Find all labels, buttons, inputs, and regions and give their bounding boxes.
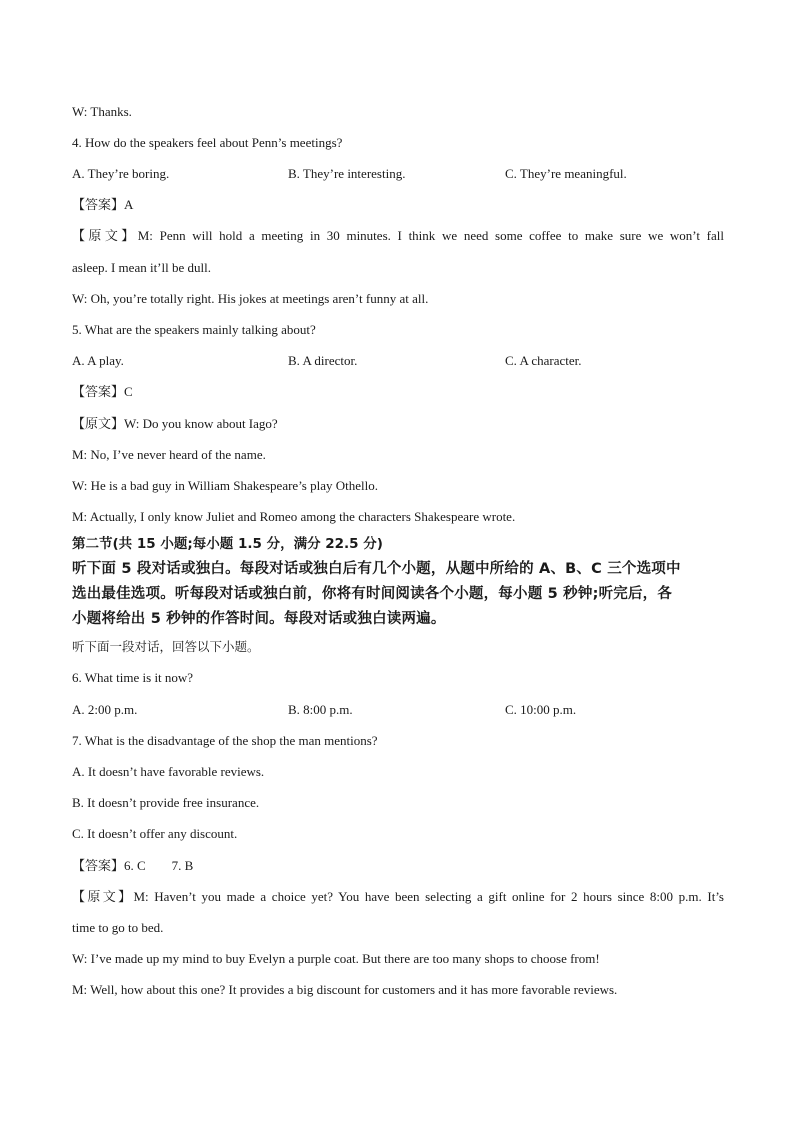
- section-instructions: 选出最佳选项。听每段对话或独白前，你将有时间阅读各个小题，每小题 5 秒钟;听完后，各: [72, 586, 673, 602]
- q5-script-line: M: No, I’ve never heard of the name.: [72, 447, 266, 462]
- question-6: 6. What time is it now?: [72, 670, 194, 685]
- q7-script-line: W: I’ve made up my mind to buy Evelyn a purple coat. But there are too many shops to choose from!: [72, 951, 600, 966]
- q5-script-line: 【原文】W: Do you know about Iago?: [72, 416, 278, 431]
- sub-instruction: 听下面一段对话，回答以下小题。: [72, 639, 260, 654]
- q7-script-line: 【原文】M: Haven’t you made a choice yet? You have been selecting a gift online for 2 hours since 8:00 p.m. It’s: [72, 889, 724, 904]
- q4-script-line: W: Oh, you’re totally right. His jokes at meetings aren’t funny at all.: [72, 291, 429, 306]
- section-instructions: 小题将给出 5 秒钟的作答时间。每段对话或独白读两遍。: [72, 611, 446, 627]
- q5-option-a: A. A play.: [72, 353, 124, 368]
- document-page: [72, 0, 724, 1123]
- q5-option-c: C. A character.: [505, 353, 582, 368]
- q6-option-b: B. 8:00 p.m.: [288, 702, 353, 717]
- q7-option-a: A. It doesn’t have favorable reviews.: [72, 764, 265, 779]
- q7-script-line: M: Well, how about this one? It provides a big discount for customers and it has more favorable reviews.: [72, 982, 618, 997]
- q7-option-c: C. It doesn’t offer any discount.: [72, 826, 238, 841]
- q6-q7-answer: 【答案】6. C 7. B: [72, 858, 194, 873]
- q5-script-line: M: Actually, I only know Juliet and Romeo among the characters Shakespeare wrote.: [72, 509, 516, 524]
- q7-option-b: B. It doesn’t provide free insurance.: [72, 795, 260, 810]
- q5-option-b: B. A director.: [288, 353, 358, 368]
- q4-option-b: B. They’re interesting.: [288, 166, 406, 181]
- question-5: 5. What are the speakers mainly talking about?: [72, 322, 316, 337]
- section-heading: 第二节(共 15 小题;每小题 1.5 分，满分 22.5 分): [72, 536, 383, 552]
- q6-option-a: A. 2:00 p.m.: [72, 702, 138, 717]
- q5-script-line: W: He is a bad guy in William Shakespeare’s play Othello.: [72, 478, 378, 493]
- dialogue-line: W: Thanks.: [72, 104, 132, 119]
- q7-script-line: time to go to bed.: [72, 920, 164, 935]
- q4-answer: 【答案】A: [72, 197, 134, 212]
- q6-option-c: C. 10:00 p.m.: [505, 702, 577, 717]
- question-4: 4. How do the speakers feel about Penn’s meetings?: [72, 135, 343, 150]
- question-7: 7. What is the disadvantage of the shop the man mentions?: [72, 733, 378, 748]
- q4-script-line: 【原文】M: Penn will hold a meeting in 30 minutes. I think we need some coffee to make sure we won’t fall: [72, 228, 724, 243]
- q5-answer: 【答案】C: [72, 384, 133, 399]
- q4-script-line: asleep. I mean it’ll be dull.: [72, 260, 211, 275]
- q4-option-a: A. They’re boring.: [72, 166, 170, 181]
- q4-option-c: C. They’re meaningful.: [505, 166, 627, 181]
- section-instructions: 听下面 5 段对话或独白。每段对话或独白后有几个小题，从题中所给的 A、B、C 三个选项中: [72, 561, 681, 577]
